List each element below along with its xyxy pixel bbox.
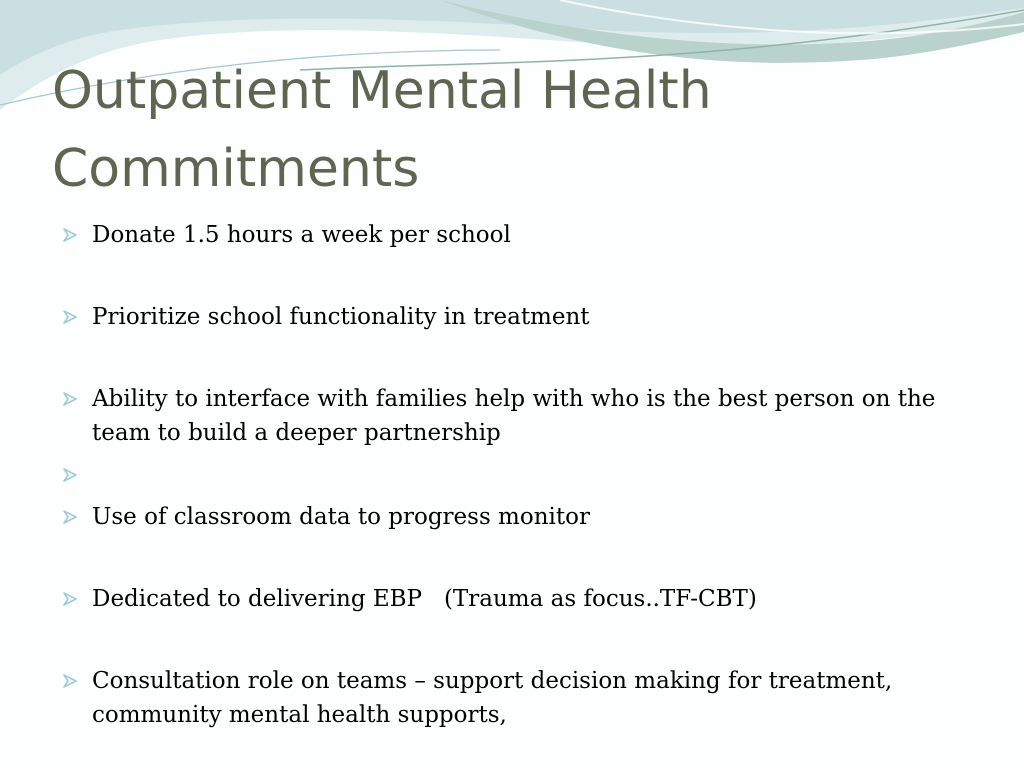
bullet-item xyxy=(62,664,962,732)
bullet-item xyxy=(62,218,962,252)
bullet-text: Donate 1.5 hours a week per school xyxy=(92,222,511,248)
bullet-item xyxy=(62,300,962,334)
arrow-icon xyxy=(62,467,78,483)
slide-title-line-1: Outpatient Mental Health xyxy=(52,61,712,121)
bullet-text: Consultation role on teams – support decision making for treatment, community mental health supports, xyxy=(92,668,893,728)
bullet-item xyxy=(62,582,962,616)
arrow-icon xyxy=(62,309,78,325)
slide-title xyxy=(52,52,972,208)
arrow-icon xyxy=(62,673,78,689)
bullet-item xyxy=(62,382,962,450)
bullet-item-empty xyxy=(62,458,962,492)
arrow-icon xyxy=(62,391,78,407)
slide-title-line-2: Commitments xyxy=(52,139,420,199)
bullet-text: Dedicated to delivering EBP (Trauma as focus..TF-CBT) xyxy=(92,586,757,612)
arrow-icon xyxy=(62,227,78,243)
bullet-item xyxy=(62,500,962,534)
bullet-text: Prioritize school functionality in treatment xyxy=(92,304,590,330)
bullet-text: Use of classroom data to progress monitor xyxy=(92,504,590,530)
arrow-icon xyxy=(62,509,78,525)
bullet-list xyxy=(62,218,962,732)
arrow-icon xyxy=(62,591,78,607)
bullet-text: Ability to interface with families help with who is the best person on the team to build a deeper partnership xyxy=(92,386,936,446)
